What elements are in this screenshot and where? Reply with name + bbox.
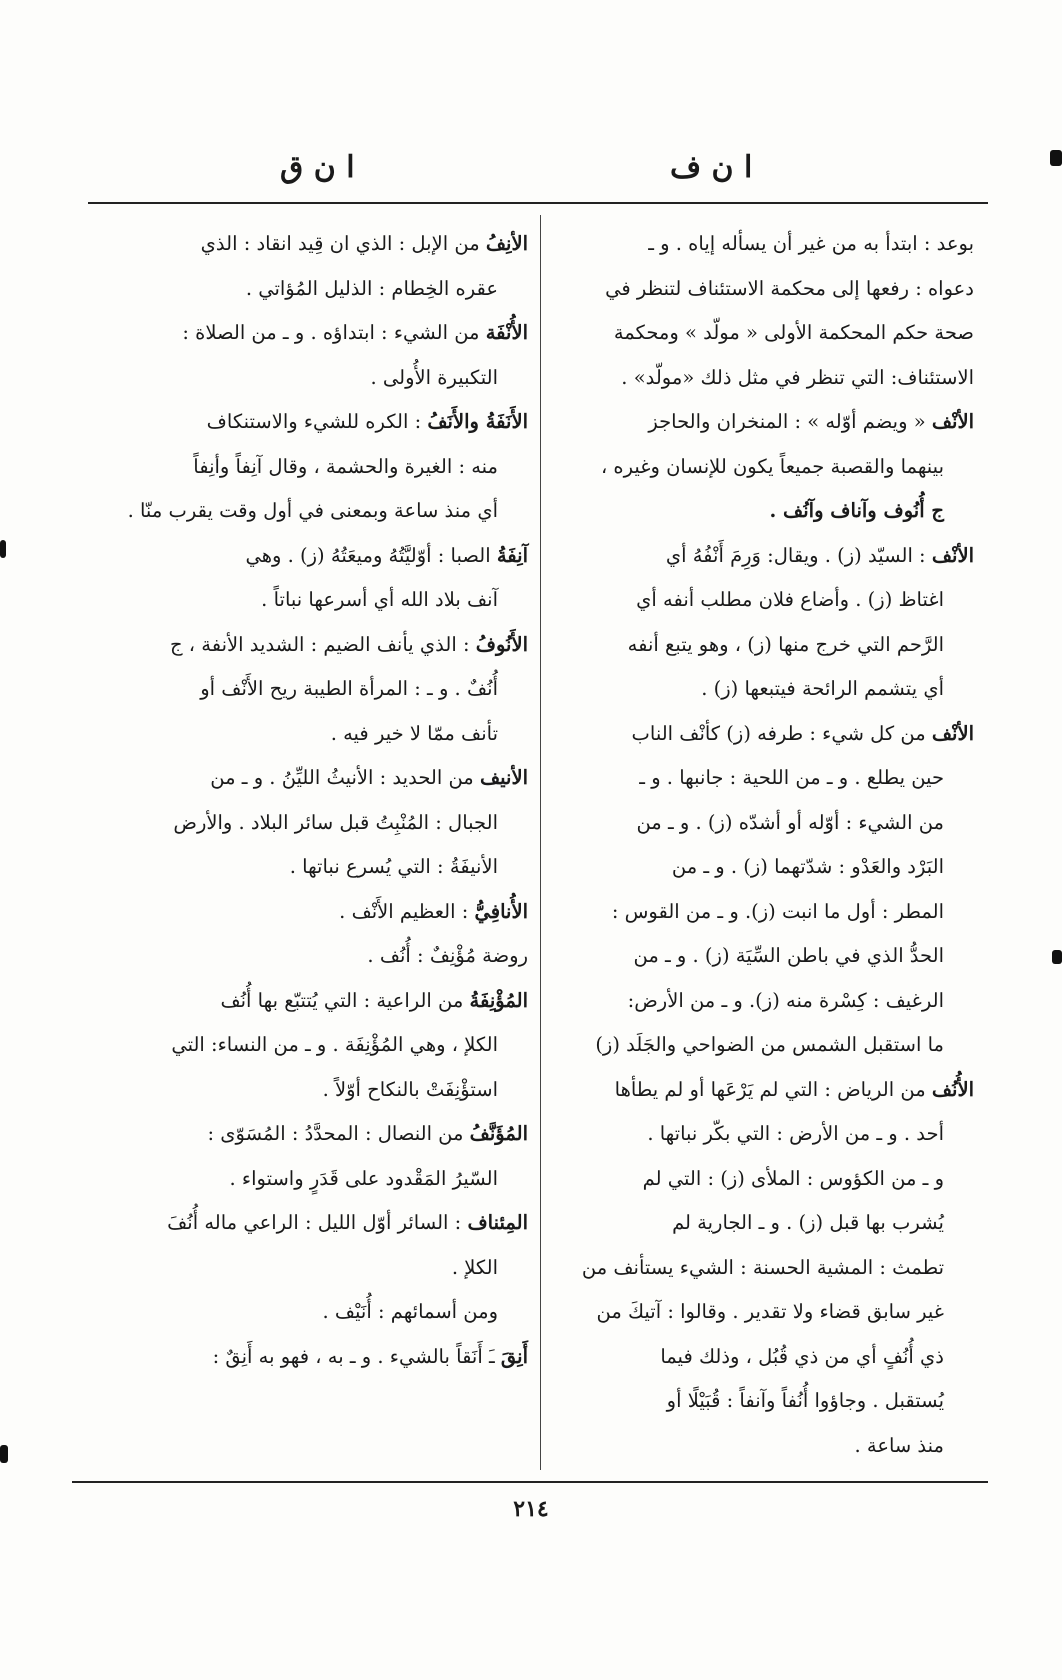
dictionary-line (88, 979, 528, 1024)
definition-text: تطمث : المشية الحسنة : الشيء يستأنف من (581, 1255, 944, 1279)
definition-text: من النصال : المحدَّدُ : المُسَوّى : (207, 1122, 470, 1145)
dictionary-line (542, 1335, 974, 1380)
definition-text: استؤْنِفَتْ بالنكاح أوّلاً . (322, 1077, 498, 1101)
dictionary-line (88, 1335, 528, 1380)
definition-text: ذي أُنُفٍ أي من ذي قُبُل ، وذلك فيما (660, 1344, 944, 1368)
dictionary-line (542, 934, 974, 979)
dictionary-line (88, 623, 528, 668)
definition-text: صحة حكم المحكمة الأولى « مولّد » ومحكمة (613, 321, 974, 344)
headword: أَنِقَ (500, 1344, 528, 1368)
scan-edge-mark (1052, 950, 1062, 964)
page-number: ٢١٤ (513, 1496, 549, 1522)
definition-text: من كل شيء : طرفه (ز) كأنْف الناب (631, 721, 932, 745)
bottom-rule (72, 1481, 988, 1483)
dictionary-line (542, 979, 974, 1024)
scan-edge-mark (0, 1445, 8, 1463)
dictionary-line (542, 890, 974, 935)
definition-text: آنف بلاد الله أي أسرعها نباتاً . (261, 588, 498, 611)
dictionary-line (542, 1290, 974, 1335)
scan-edge-mark (1050, 150, 1062, 166)
right-column-title: ا ن ف (670, 150, 753, 185)
headword: الأنِفُ (485, 232, 528, 255)
definition-text: : السيّد (ز) . ويقال: وَرِمَ أَنْفُهُ أي (665, 543, 932, 567)
dictionary-line (542, 1246, 974, 1291)
scan-edge-mark (0, 540, 6, 558)
definition-text: من الحديد : الأنيثُ الليِّنُ . و ـ من (210, 766, 480, 789)
dictionary-line (88, 311, 528, 356)
definition-text: عقره الخِطام : الذليل المُؤاتي . (245, 276, 498, 300)
dictionary-line (88, 1112, 528, 1157)
definition-text: منذ ساعة . (854, 1433, 944, 1457)
headword: الأُنُف (931, 1077, 974, 1101)
dictionary-line (542, 667, 974, 712)
definition-text: الرَّحم التي خرج منها (ز) ، وهو يتبع أنفه (627, 632, 944, 656)
dictionary-line (88, 222, 528, 267)
dictionary-line (542, 756, 974, 801)
definition-text: الرغيف : كِسْرة منه (ز). و ـ من الأرض: (627, 988, 944, 1012)
dictionary-line (88, 267, 528, 312)
definition-text: الأنيفَةُ : التي يُسرع نباتها . (289, 855, 498, 878)
dictionary-line (542, 222, 974, 267)
dictionary-line (88, 801, 528, 846)
dictionary-line (542, 578, 974, 623)
dictionary-line (542, 1023, 974, 1068)
right-column (542, 222, 974, 1468)
definition-text: البَرْد والعَدْو : شدّتهما (ز) . و ـ من (671, 855, 944, 878)
definition-text: يُشرب بها قبل (ز) . و ـ الجارية لم (672, 1211, 944, 1234)
definition-text: الاستئناف: التي تنظر في مثل ذلك «مولّد» . (621, 365, 974, 389)
definition-text: ـَ أَنَقاً بالشيء . و ـ به ، فهو به أَنِقٌ : (212, 1344, 501, 1368)
headword: الأنْف (931, 721, 974, 745)
headword: آنِفَةُ (496, 543, 528, 567)
dictionary-line (542, 1157, 974, 1202)
headword: المِئناف (467, 1211, 528, 1234)
definition-text: : الكره للشيء والاستنكاف (206, 410, 428, 433)
headword: الأُنافِيُّ (474, 899, 528, 923)
dictionary-line (542, 1379, 974, 1424)
dictionary-line (88, 1246, 528, 1291)
dictionary-line (88, 356, 528, 401)
dictionary-line (88, 489, 528, 534)
definition-text: تأنف ممّا لا خير فيه . (330, 721, 498, 745)
definition-text: أي منذ ساعة وبمعنى في أول وقت يقرب منّا . (127, 499, 498, 522)
definition-text: التكبيرة الأُولى . (370, 365, 498, 389)
definition-text: الكلإ ، وهي المُؤْنِفَة . و ـ من النساء: التي (171, 1033, 498, 1056)
dictionary-line (88, 667, 528, 712)
definition-text: من الشيء : أوّله أو أشدّه (ز) . و ـ من (636, 810, 944, 834)
definition-text: حين يطلع . و ـ من اللحية : جانبها . و ـ (639, 766, 944, 789)
definition-text: غير سابق قضاء ولا تقدير . وقالوا : آتيكَ من (596, 1300, 944, 1323)
dictionary-line (88, 445, 528, 490)
headword: الأُنْفَة (485, 321, 528, 344)
headword: الأنْف (931, 410, 974, 433)
definition-text: بوعد : ابتدأ به من غير أن يسأله إياه . و ـ (648, 232, 974, 255)
dictionary-line (88, 1157, 528, 1202)
left-column (88, 222, 528, 1379)
definition-text: : السائر أوّل الليل : الراعي ماله أُنُفَ (167, 1211, 468, 1234)
definition-text: منه : الغيرة والحشمة ، وقال آنِفاً وأنِفاً (193, 454, 498, 478)
headword: الأنْف (931, 543, 974, 567)
definition-text: الكلإ . (451, 1255, 498, 1279)
dictionary-line (542, 1112, 974, 1157)
definition-text: : العظيم الأَنْف . (339, 899, 475, 923)
definition-text: الحدُّ الذي في باطن السِّيَة (ز) . و ـ من (633, 944, 944, 967)
definition-text: دعواه : رفعها إلى محكمة الاستئناف لتنظر في (605, 276, 974, 300)
definition-text: « ويضم أوّله » : المنخران والحاجز (648, 410, 932, 433)
dictionary-line (88, 400, 528, 445)
dictionary-line (542, 623, 974, 668)
definition-text: من الإبل : الذي ان قِيد انقاد : الذي (200, 232, 486, 255)
definition-text: ما استقبل الشمس من الضواحي والجَلَد (ز) (595, 1033, 944, 1056)
headword: المُؤْنِفَةُ (469, 988, 528, 1012)
dictionary-line (542, 1424, 974, 1469)
definition-text: السّيرُ المَقْدود على قَدَرٍ واستواء . (229, 1166, 498, 1190)
dictionary-line (542, 445, 974, 490)
definition-text: روضة مُؤْنِفٌ : أُنُف . (367, 944, 528, 967)
left-column-title: ا ن ق (280, 150, 355, 185)
dictionary-line (542, 311, 974, 356)
headword: المُؤَنَّفُ (469, 1122, 528, 1145)
dictionary-line (88, 845, 528, 890)
dictionary-line (88, 1068, 528, 1113)
definition-text: من الرياض : التي لم يَرْعَها أو لم يطأها (614, 1077, 932, 1101)
dictionary-line (542, 1201, 974, 1246)
dictionary-line (542, 801, 974, 846)
headword: الأنيف (479, 766, 528, 789)
dictionary-line (542, 534, 974, 579)
dictionary-line (88, 934, 528, 979)
dictionary-line (542, 400, 974, 445)
definition-text: أي يتشمم الرائحة فيتبعها (ز) . (701, 677, 944, 700)
top-rule (88, 202, 988, 204)
definition-text: الصبا : أوّليَّتُهُ وميعَتُهُ (ز) . وهي (245, 543, 497, 567)
dictionary-line (542, 712, 974, 757)
dictionary-line (542, 1068, 974, 1113)
dictionary-line (88, 534, 528, 579)
definition-text: اغتاظ (ز) . وأضاع فلان مطلب أنفه أي (636, 588, 944, 611)
headword: الأَنُوفُ (475, 632, 528, 656)
definition-text: بينهما والقصبة جميعاً يكون للإنسان وغيره ، (600, 454, 944, 478)
definition-text: من الراعية : التي يُتتبّع بها أُنُف (220, 988, 470, 1012)
dictionary-line (542, 356, 974, 401)
dictionary-line (542, 845, 974, 890)
definition-text: ومن أسمائهم : أُنَيْف . (322, 1300, 498, 1323)
dictionary-line (88, 1023, 528, 1068)
dictionary-line (88, 1201, 528, 1246)
definition-text: أحد . و ـ من الأرض : التي بكّر نباتها . (647, 1122, 944, 1145)
dictionary-line (542, 267, 974, 312)
dictionary-line (88, 890, 528, 935)
definition-text: المطر : أول ما انبت (ز). و ـ من القوس : (611, 899, 944, 923)
definition-text: أُنُفٌ . و ـ : المرأة الطيبة ريح الأَنْف أو (200, 677, 498, 700)
definition-text: يُستقبل . وجاؤوا أُنُفاً وآنفاً : قُبَيْلًا أو (666, 1389, 944, 1412)
column-divider (540, 215, 541, 1470)
definition-text: ج أُنُوف وآناف وآنُف . (769, 499, 944, 522)
dictionary-line (88, 756, 528, 801)
headword: الأَنَفَةُ والأَنَفُ (427, 410, 528, 433)
definition-text: الجبال : المُنْبِتُ قبل سائر البلاد . والأرض (173, 810, 498, 834)
definition-text: من الشيء : ابتداؤه . و ـ من الصلاة : (182, 321, 486, 344)
definition-text: و ـ من الكؤوس : الملأى (ز) : التي لم (642, 1166, 944, 1190)
dictionary-line (88, 1290, 528, 1335)
dictionary-line (542, 489, 974, 534)
definition-text: : الذي يأنف الضيم : الشديد الأنفة ، ج (170, 632, 476, 656)
dictionary-line (88, 578, 528, 623)
dictionary-line (88, 712, 528, 757)
